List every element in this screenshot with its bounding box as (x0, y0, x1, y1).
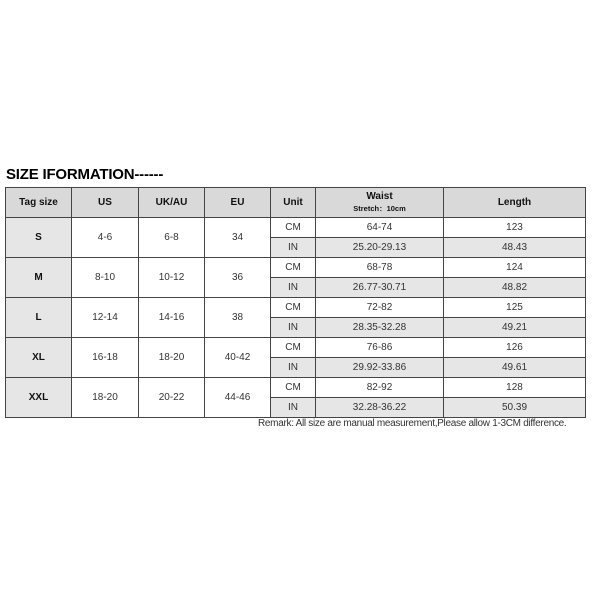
eu-cell: 40-42 (205, 338, 271, 378)
unit-cell: CM (271, 338, 316, 358)
unit-cell: IN (271, 278, 316, 298)
size-chart-table (5, 187, 586, 418)
table-row (6, 378, 586, 398)
length-cell: 49.61 (444, 358, 586, 378)
waist-cell: 82-92 (316, 378, 444, 398)
waist-cell: 26.77-30.71 (316, 278, 444, 298)
header-tag-size: Tag size (6, 188, 72, 218)
waist-cell: 68-78 (316, 258, 444, 278)
unit-cell: CM (271, 298, 316, 318)
remark-note: Remark: All size are manual measurement,Please allow 1-3CM difference. (258, 418, 567, 429)
table-row (6, 338, 586, 358)
ukau-cell: 14-16 (139, 298, 205, 338)
eu-cell: 44-46 (205, 378, 271, 418)
header-waist-label: Waist (366, 191, 393, 202)
us-cell: 16-18 (72, 338, 139, 378)
header-row (6, 188, 586, 218)
unit-cell: CM (271, 258, 316, 278)
tag-size-cell: XXL (6, 378, 72, 418)
eu-cell: 34 (205, 218, 271, 258)
length-cell: 124 (444, 258, 586, 278)
header-unit: Unit (271, 188, 316, 218)
length-cell: 128 (444, 378, 586, 398)
waist-cell: 32.28-36.22 (316, 398, 444, 418)
us-cell: 8-10 (72, 258, 139, 298)
header-waist (316, 188, 444, 218)
table-row (6, 258, 586, 278)
length-cell: 123 (444, 218, 586, 238)
tag-size-cell: XL (6, 338, 72, 378)
size-chart-title: SIZE IFORMATION------ (6, 166, 164, 183)
header-ukau: UK/AU (139, 188, 205, 218)
unit-cell: IN (271, 318, 316, 338)
header-us: US (72, 188, 139, 218)
ukau-cell: 20-22 (139, 378, 205, 418)
us-cell: 12-14 (72, 298, 139, 338)
ukau-cell: 6-8 (139, 218, 205, 258)
unit-cell: IN (271, 238, 316, 258)
unit-cell: IN (271, 398, 316, 418)
length-cell: 125 (444, 298, 586, 318)
unit-cell: IN (271, 358, 316, 378)
ukau-cell: 18-20 (139, 338, 205, 378)
length-cell: 126 (444, 338, 586, 358)
us-cell: 4-6 (72, 218, 139, 258)
table-row (6, 298, 586, 318)
unit-cell: CM (271, 378, 316, 398)
tag-size-cell: S (6, 218, 72, 258)
eu-cell: 38 (205, 298, 271, 338)
header-waist-note: Stretch：10cm (353, 204, 406, 213)
table-row (6, 218, 586, 238)
length-cell: 48.43 (444, 238, 586, 258)
waist-cell: 28.35-32.28 (316, 318, 444, 338)
waist-cell: 76-86 (316, 338, 444, 358)
eu-cell: 36 (205, 258, 271, 298)
us-cell: 18-20 (72, 378, 139, 418)
length-cell: 49.21 (444, 318, 586, 338)
waist-cell: 25.20-29.13 (316, 238, 444, 258)
waist-cell: 29.92-33.86 (316, 358, 444, 378)
length-cell: 50.39 (444, 398, 586, 418)
length-cell: 48.82 (444, 278, 586, 298)
waist-cell: 64-74 (316, 218, 444, 238)
header-eu: EU (205, 188, 271, 218)
ukau-cell: 10-12 (139, 258, 205, 298)
tag-size-cell: M (6, 258, 72, 298)
waist-cell: 72-82 (316, 298, 444, 318)
unit-cell: CM (271, 218, 316, 238)
header-length: Length (444, 188, 586, 218)
tag-size-cell: L (6, 298, 72, 338)
